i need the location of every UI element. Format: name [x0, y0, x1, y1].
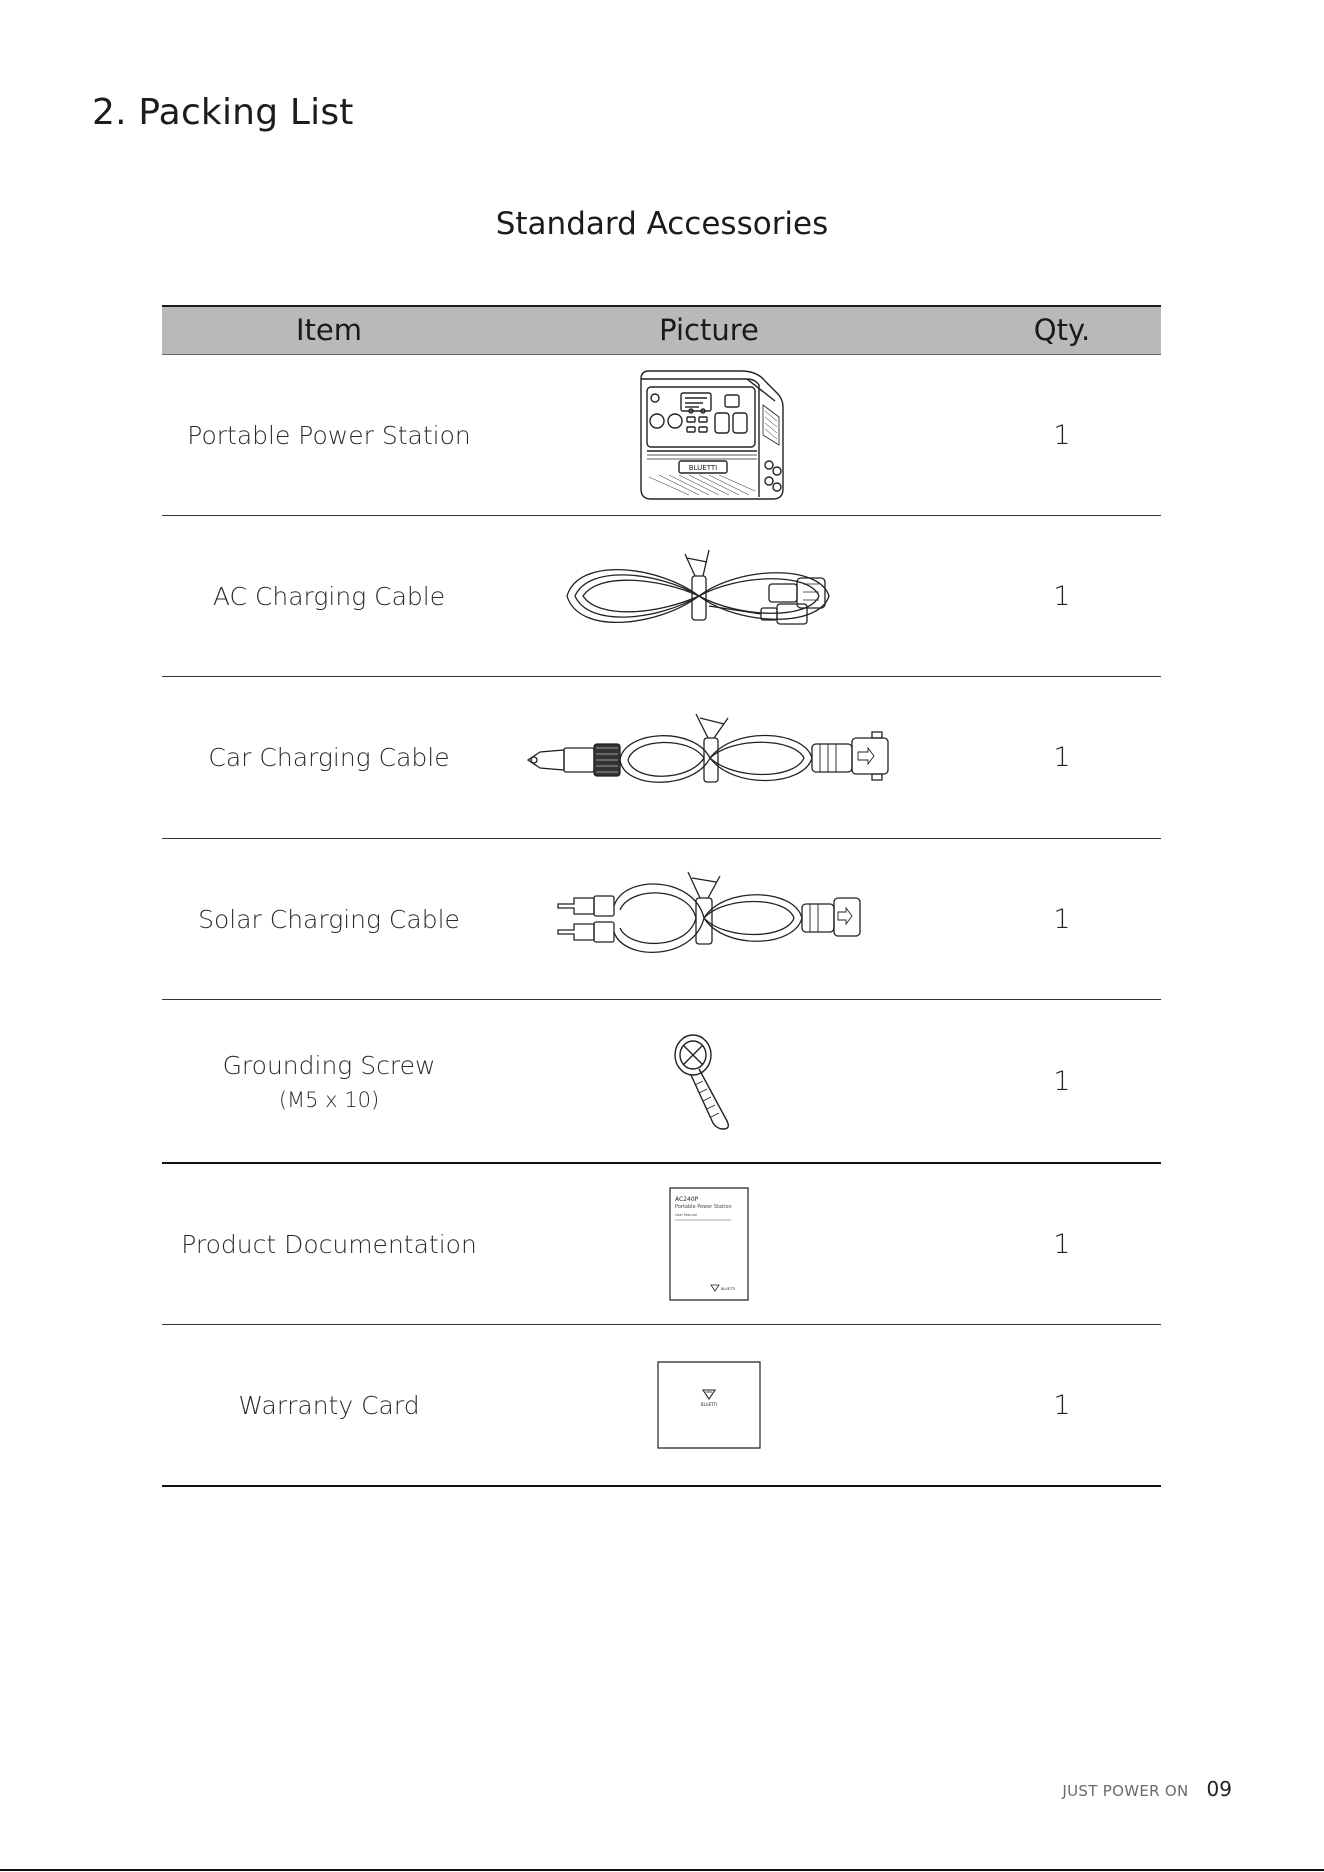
car-cable-icon: [524, 708, 894, 808]
header-qty: Qty.: [1033, 313, 1091, 347]
ac-cable-icon: [559, 546, 859, 646]
table-row: [162, 677, 1161, 839]
item-qty: 1: [1053, 1389, 1071, 1421]
bottom-divider: [0, 1869, 1324, 1871]
item-name: Car Charging Cable: [208, 743, 450, 772]
item-qty: 1: [1053, 1065, 1071, 1097]
power-station-icon: [629, 365, 789, 505]
item-name: Grounding Screw (M5 x 10): [222, 1050, 436, 1112]
table-header: [162, 305, 1161, 355]
item-picture: [496, 1000, 922, 1162]
table-row: [162, 355, 1161, 516]
item-qty: 1: [1053, 1228, 1071, 1260]
packing-list-table: [162, 305, 1161, 1487]
table-row: [162, 1325, 1161, 1487]
table-row: [162, 1000, 1161, 1164]
screw-icon: [669, 1031, 749, 1131]
item-name: Portable Power Station: [187, 420, 471, 450]
item-spec: (M5 x 10): [278, 1087, 380, 1112]
item-picture: [496, 677, 922, 838]
item-name: Warranty Card: [238, 1390, 420, 1420]
item-picture: [496, 839, 922, 999]
item-picture: [496, 516, 922, 676]
svg-text:Portable Power Station: Portable Power Station: [675, 1204, 732, 1210]
svg-text:AC240P: AC240P: [675, 1196, 699, 1203]
table-row: [162, 516, 1161, 677]
item-name: AC Charging Cable: [212, 581, 446, 611]
page-footer: [1062, 1777, 1232, 1801]
item-picture: [496, 1164, 922, 1324]
item-qty: 1: [1053, 903, 1071, 935]
item-qty: 1: [1053, 580, 1071, 612]
item-picture: [496, 355, 922, 515]
table-row: [162, 839, 1161, 1000]
table-title: Standard Accessories: [495, 206, 829, 242]
svg-text:BLUETTI: BLUETTI: [700, 1402, 718, 1407]
table-row: [162, 1164, 1161, 1325]
svg-text:BLUETTI: BLUETTI: [688, 464, 718, 472]
header-picture: Picture: [659, 313, 759, 347]
page-number: 09: [1206, 1777, 1232, 1801]
manual-icon: [669, 1187, 749, 1301]
footer-slogan: JUST POWER ON: [1062, 1782, 1189, 1800]
svg-text:User Manual: User Manual: [675, 1213, 697, 1217]
warranty-card-icon: [657, 1361, 761, 1449]
item-name: Solar Charging Cable: [198, 904, 460, 934]
item-picture: [496, 1325, 922, 1485]
item-name: Product Documentation: [181, 1229, 477, 1259]
solar-cable-icon: [554, 864, 864, 974]
section-title: 2. Packing List: [92, 92, 354, 133]
item-qty: 1: [1053, 742, 1071, 773]
svg-text:BLUETTI: BLUETTI: [721, 1287, 736, 1291]
item-qty: 1: [1053, 419, 1071, 451]
header-item: Item: [295, 313, 362, 347]
